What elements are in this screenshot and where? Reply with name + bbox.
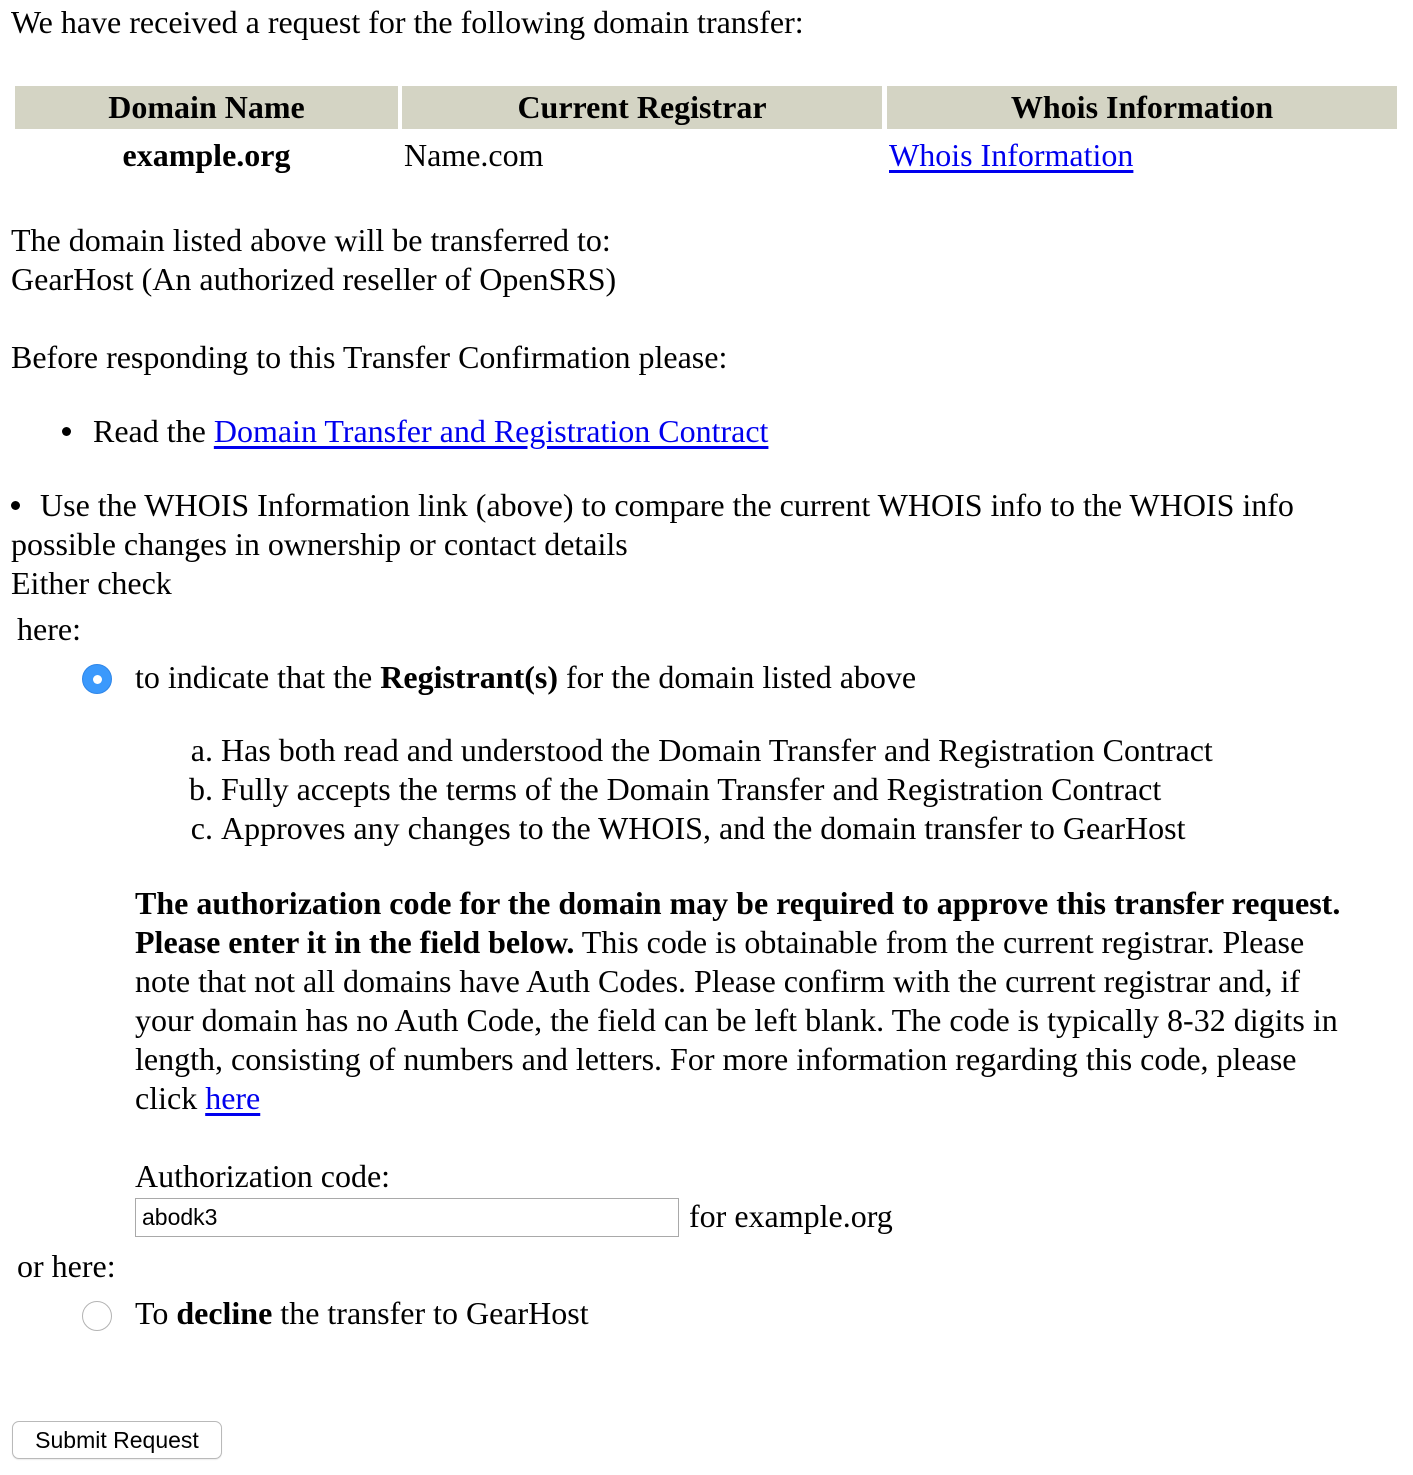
read-prefix: Read the [93,413,214,449]
table-header-domain: Domain Name [15,86,398,129]
auth-info-text: This code is obtainable from the current registrar. Please note that not all domains have Auth Codes. Please confirm with the current registrar and, if your domain has no Auth Code, the field can be left blank. The code is typically 8-32 digits in length, consisting of numbers and letters. For more information regarding this code, please click [135,924,1338,1116]
bullet-icon [62,427,71,436]
approve-option-label[interactable] [135,658,916,697]
auth-code-help-link[interactable]: here [205,1080,261,1116]
terms-item-b [173,770,1161,809]
terms-item-text: Has both read and understood the Domain Transfer and Registration Contract [221,732,1213,768]
decline-radio[interactable] [82,1301,112,1331]
transfer-to-label: The domain listed above will be transferred to: [11,222,611,258]
whois-compare-text-cont: possible changes in ownership or contact details [11,526,628,562]
auth-info-bold: The authorization code for the domain may be required to approve this transfer request. Please enter it in the field below. [135,885,1341,960]
terms-item-text: Fully accepts the terms of the Domain Transfer and Registration Contract [221,771,1162,807]
list-marker: b. [189,771,213,807]
intro-text: We have received a request for the following domain transfer: [11,4,804,40]
list-marker: a. [190,732,213,768]
auth-code-info [135,884,1365,1118]
auth-code-input[interactable] [135,1198,679,1237]
terms-item-c [173,809,1185,848]
auth-code-domain-suffix: for example.org [689,1198,893,1234]
decline-pre: To [135,1295,177,1331]
contract-link[interactable]: Domain Transfer and Registration Contract [213,413,769,449]
terms-item-a [173,731,1213,770]
approve-pre: to indicate that the [135,659,381,695]
list-marker: c. [190,810,213,846]
here-label: here: [17,611,81,647]
bullet-icon [11,501,20,510]
table-header-whois: Whois Information [887,86,1397,129]
submit-request-button[interactable]: Submit Request [12,1421,222,1459]
gaining-registrar: GearHost (An authorized reseller of OpenSRS) [11,261,617,297]
whois-information-link[interactable]: Whois Information [889,137,1134,173]
approve-post: for the domain listed above [557,659,917,695]
table-cell-registrar: Name.com [404,137,544,173]
or-here-label: or here: [17,1248,116,1284]
whois-compare-text: Use the WHOIS Information link (above) to compare the current WHOIS info to the WHOIS info [40,487,1294,523]
auth-code-label: Authorization code: [135,1158,391,1194]
decline-option-label[interactable] [135,1294,589,1333]
either-check-label: Either check [11,565,172,601]
read-contract-item [62,412,768,451]
approve-radio[interactable] [82,664,112,694]
before-heading: Before responding to this Transfer Confirmation please: [11,339,728,375]
table-cell-domain: example.org [122,137,291,173]
table-header-registrar: Current Registrar [402,86,882,129]
approve-bold: Registrant(s) [380,659,558,695]
decline-post: the transfer to GearHost [272,1295,589,1331]
terms-item-text: Approves any changes to the WHOIS, and the domain transfer to GearHost [221,810,1186,846]
whois-compare-item [11,486,1294,525]
decline-bold: decline [176,1295,273,1331]
